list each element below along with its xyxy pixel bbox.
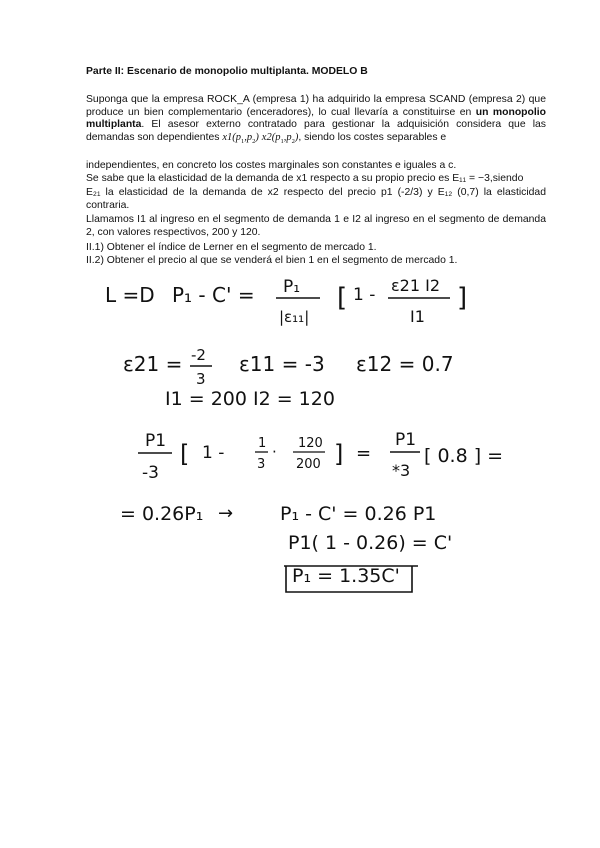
question-ii1: II.1) Obtener el índice de Lerner en el segmento de mercado 1. — [86, 242, 377, 253]
implies-arrow: → — [218, 503, 234, 524]
result-lhs: = 0.26P₁ — [120, 503, 204, 525]
question-ii2: II.2) Obtener el precio al que se venderá el bien 1 en el segmento de mercado 1. — [86, 255, 458, 266]
handwritten-solution — [0, 270, 600, 610]
step-num: P1 — [145, 431, 167, 451]
income-line: Llamamos I1 al ingreso en el segmento de demanda 1 e I2 al ingreso en el segmento de demanda 2, con valores respectivos, 200 y 120. — [86, 214, 546, 238]
lerner-inner-num: ε21 I2 — [391, 276, 440, 295]
step-one-minus: 1 - — [202, 443, 225, 463]
scenario-text-2: . El asesor externo contratado para gestionar la adquisición considera que las demandas son dependientes — [86, 119, 546, 143]
step-den: -3 — [142, 463, 159, 483]
ratio-num: 120 — [298, 436, 323, 451]
elasticity-line: Se sabe que la elasticidad de la demanda de x1 respecto a su propio precio es E₁₁ = −3,siendo — [86, 173, 524, 184]
e21-label: ε21 = — [123, 352, 183, 376]
lerner-markup: P₁ - C' = — [172, 283, 255, 307]
scenario-text-3: , siendo los costes separables e — [298, 131, 447, 143]
rhs-den: *3 — [392, 461, 411, 480]
e12-value: ε12 = 0.7 — [356, 352, 454, 376]
e21-num: -2 — [191, 346, 206, 364]
section-title: Parte II: Escenario de monopolio multiplanta. MODELO B — [86, 66, 368, 77]
cross-elasticity-line: E₂₁ la elasticidad de la demanda de x2 respecto del precio p1 (-2/3) y E₁₂ (0,7) la elasticidad contraria. — [86, 187, 546, 211]
lerner-inner-den: I1 — [410, 307, 425, 326]
lerner-one-minus: 1 - — [353, 285, 376, 305]
lerner-bracket-close: ] — [457, 283, 468, 313]
third-num: 1 — [258, 436, 267, 451]
e21-den: 3 — [196, 370, 206, 388]
step-equals: = — [356, 443, 372, 464]
scenario-bold-text: un monopolio multiplanta — [86, 106, 546, 131]
demand-function-x1: $x1(p_1,p_2)$ — [222, 131, 259, 145]
lerner-bracket-open: [ — [337, 283, 348, 313]
ratio-den: 200 — [296, 457, 321, 472]
lerner-frac-den: |ε₁₁| — [279, 308, 310, 326]
step-bracket-close: ] — [334, 440, 344, 468]
scenario-text-1: Suponga que la empresa ROCK_A (empresa 1) ha adquirido la empresa SCAND (empresa 2) que produce un bien complementario (enceradores), lo cual llevaría a constituirse en — [86, 94, 546, 118]
lerner-frac-num: P₁ — [283, 277, 301, 297]
e11-value: ε11 = -3 — [239, 352, 325, 376]
third-den: 3 — [257, 457, 266, 472]
costs-line: independientes, en concreto los costes marginales son constantes e iguales a c. — [86, 160, 457, 171]
factor-step: P1( 1 - 0.26) = C' — [288, 532, 453, 554]
mult-dot: · — [272, 443, 277, 461]
step-bracket-open: [ — [180, 440, 190, 468]
demand-function-x2: $x2(p_1,p_2)$ — [261, 131, 299, 145]
rhs-bracket: [ 0.8 ] = — [424, 445, 504, 467]
result-rhs: P₁ - C' = 0.26 P1 — [280, 503, 437, 525]
income-values: I1 = 200 I2 = 120 — [165, 388, 335, 410]
final-answer: P₁ = 1.35C' — [292, 565, 400, 587]
lerner-lhs: L =D — [105, 283, 155, 307]
scenario-paragraph — [86, 94, 546, 148]
rhs-num: P1 — [395, 430, 417, 450]
